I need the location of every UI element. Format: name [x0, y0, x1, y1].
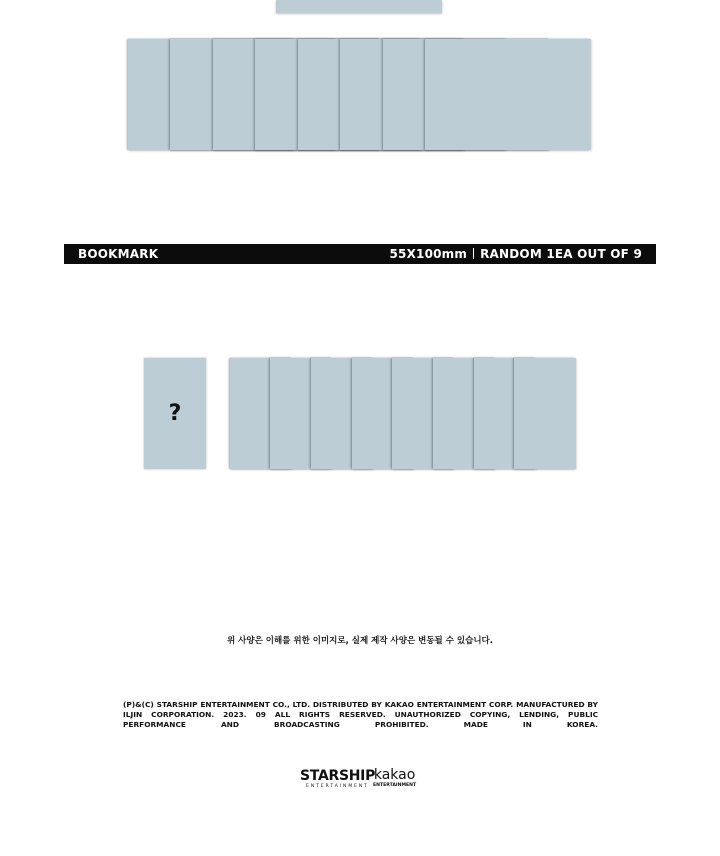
bookmark-card	[514, 358, 576, 469]
spec-notice: 위 사양은 이해를 위한 이미지로, 실제 제작 사양은 변동될 수 있습니다.	[227, 636, 493, 646]
top-item-stub	[276, 0, 442, 13]
bookmark-detail: RANDOM 1EA OUT OF 9	[480, 247, 642, 261]
copyright-text: (P)&(C) STARSHIP ENTERTAINMENT CO., LTD. DISTRIBUTED BY KAKAO ENTERTAINMENT CORP. MANUFACTURED BY ILJIN CORPORATION. 2023. 09 ALL RIGHTS RESERVED. UNAUTHORIZED COPYING, LENDING, PUBLIC PERFORMANCE AND BROADCASTING PROHIBITED. MADE IN KOREA.	[123, 700, 598, 729]
logo-row	[0, 768, 720, 798]
bookmark-header-bar	[64, 244, 656, 264]
starship-logo-name: STARSHIP	[300, 768, 376, 784]
bookmark-title: BOOKMARK	[78, 247, 159, 261]
starship-logo	[300, 768, 375, 789]
kakao-logo-sub: ENTERTAINMENT	[373, 783, 417, 788]
upper-card	[425, 39, 591, 150]
kakao-logo-name: kakao	[373, 767, 416, 783]
starship-logo-sub: ENTERTAINMENT	[306, 784, 369, 789]
question-mark-icon: ?	[168, 401, 182, 426]
bookmark-spec	[389, 247, 642, 261]
bookmark-spec-divider	[473, 248, 474, 259]
bookmark-size: 55X100mm	[389, 247, 468, 261]
random-bookmark-card	[144, 358, 206, 469]
kakao-logo	[373, 767, 416, 788]
